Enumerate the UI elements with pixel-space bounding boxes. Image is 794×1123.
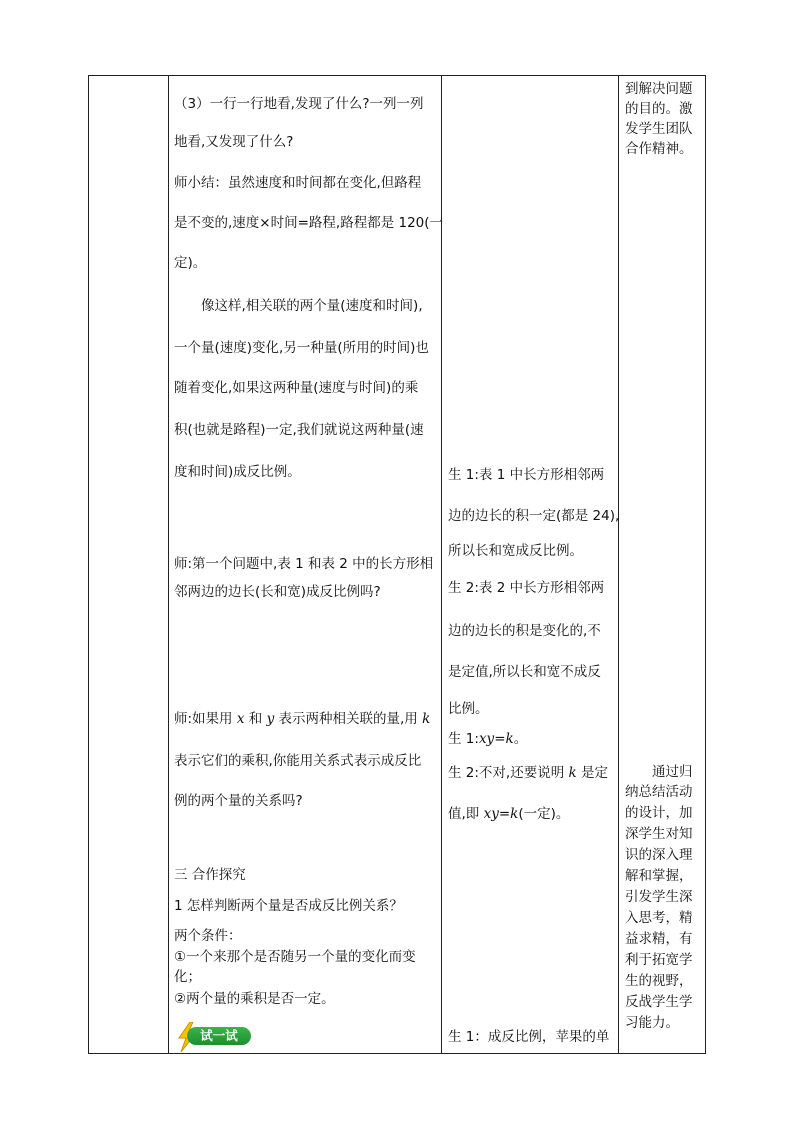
text-line: 到解决问题 <box>625 81 693 97</box>
text-line: 通过归 <box>652 764 693 780</box>
text-line: 的目的。激 <box>625 101 693 117</box>
text-line: ①一个来那个是否随另一个量的变化而变 <box>174 949 416 965</box>
text-line: 随着变化,如果这两种量(速度与时间)的乘 <box>174 380 419 396</box>
text-line: 发学生团队 <box>625 121 693 137</box>
column-1-cell <box>89 76 168 1053</box>
text-line: 是定值,所以长和宽不成反 <box>448 664 601 680</box>
text-line: 合作精神。 <box>625 141 693 157</box>
text-line: ②两个量的乘积是否一定。 <box>174 991 335 1007</box>
text-line: 生 1:表 1 中长方形相邻两 <box>448 467 605 483</box>
text-line: 习能力。 <box>625 1015 679 1031</box>
design-intent-cell <box>618 76 707 1053</box>
text-line: 定)。 <box>174 255 207 271</box>
text-line: 值,即 xy=k(一定)。 <box>448 806 570 822</box>
text-line: 生 1：成反比例，苹果的单 <box>448 1029 610 1045</box>
text-line: 师:第一个问题中,表 1 和表 2 中的长方形相 <box>174 556 434 572</box>
text-line: 边的边长的积是变化的,不 <box>448 623 601 639</box>
text-line: 深学生对知 <box>625 826 693 842</box>
text-line: 比例。 <box>448 701 489 717</box>
text-line: 像这样,相关联的两个量(速度和时间), <box>201 298 423 314</box>
text-line: 生的视野， <box>625 973 693 989</box>
text-line: 两个条件： <box>174 928 242 944</box>
text-line: 生 1:xy=k。 <box>448 731 528 747</box>
text-line: 化； <box>174 969 201 985</box>
text-line: （3）一行一行地看,发现了什么?一列一列 <box>174 96 424 112</box>
text-line: 入思考，精 <box>625 910 693 926</box>
text-line: 度和时间)成反比例。 <box>174 464 301 480</box>
text-line: 益求精，有 <box>625 931 693 947</box>
text-line: 生 2:表 2 中长方形相邻两 <box>448 580 605 596</box>
text-line: 一个量(速度)变化,另一种量(所用的时间)也 <box>174 340 429 356</box>
text-line: 师小结：虽然速度和时间都在变化,但路程 <box>174 175 422 191</box>
text-line: 解和掌握， <box>625 868 693 884</box>
teacher-activity-cell <box>168 76 444 1053</box>
try-it-badge <box>176 1022 256 1050</box>
text-line: 反战学生学 <box>625 994 693 1010</box>
section-heading: 三 合作探究 <box>174 867 246 883</box>
lesson-table <box>88 75 706 1054</box>
text-line: 积(也就是路程)一定,我们就说这两种量(速 <box>174 422 424 438</box>
text-line: 利于拓宽学 <box>625 952 693 968</box>
text-line: 师:如果用 x 和 y 表示两种相关联的量,用 k <box>174 711 431 727</box>
text-line: 纳总结活动 <box>625 784 693 800</box>
text-line: 邻两边的边长(长和宽)成反比例吗? <box>174 584 381 600</box>
text-line: 生 2:不对,还要说明 k 是定 <box>448 765 608 781</box>
try-it-label: 试一试 <box>187 1027 251 1045</box>
text-line: 1 怎样判断两个量是否成反比例关系？ <box>174 898 403 914</box>
text-line: 识的深入理 <box>625 847 693 863</box>
text-line: 是不变的,速度×时间=路程,路程都是 120(一 <box>174 215 444 231</box>
text-line: 表示它们的乘积,你能用关系式表示成反比 <box>174 753 422 769</box>
text-line: 例的两个量的关系吗? <box>174 793 303 809</box>
student-activity-cell <box>441 76 618 1053</box>
text-line: 的设计，加 <box>625 805 693 821</box>
text-line: 边的边长的积一定(都是 24), <box>448 508 620 524</box>
text-line: 引发学生深 <box>625 889 693 905</box>
text-line: 地看,又发现了什么? <box>174 134 294 150</box>
text-line: 所以长和宽成反比例。 <box>448 543 583 559</box>
